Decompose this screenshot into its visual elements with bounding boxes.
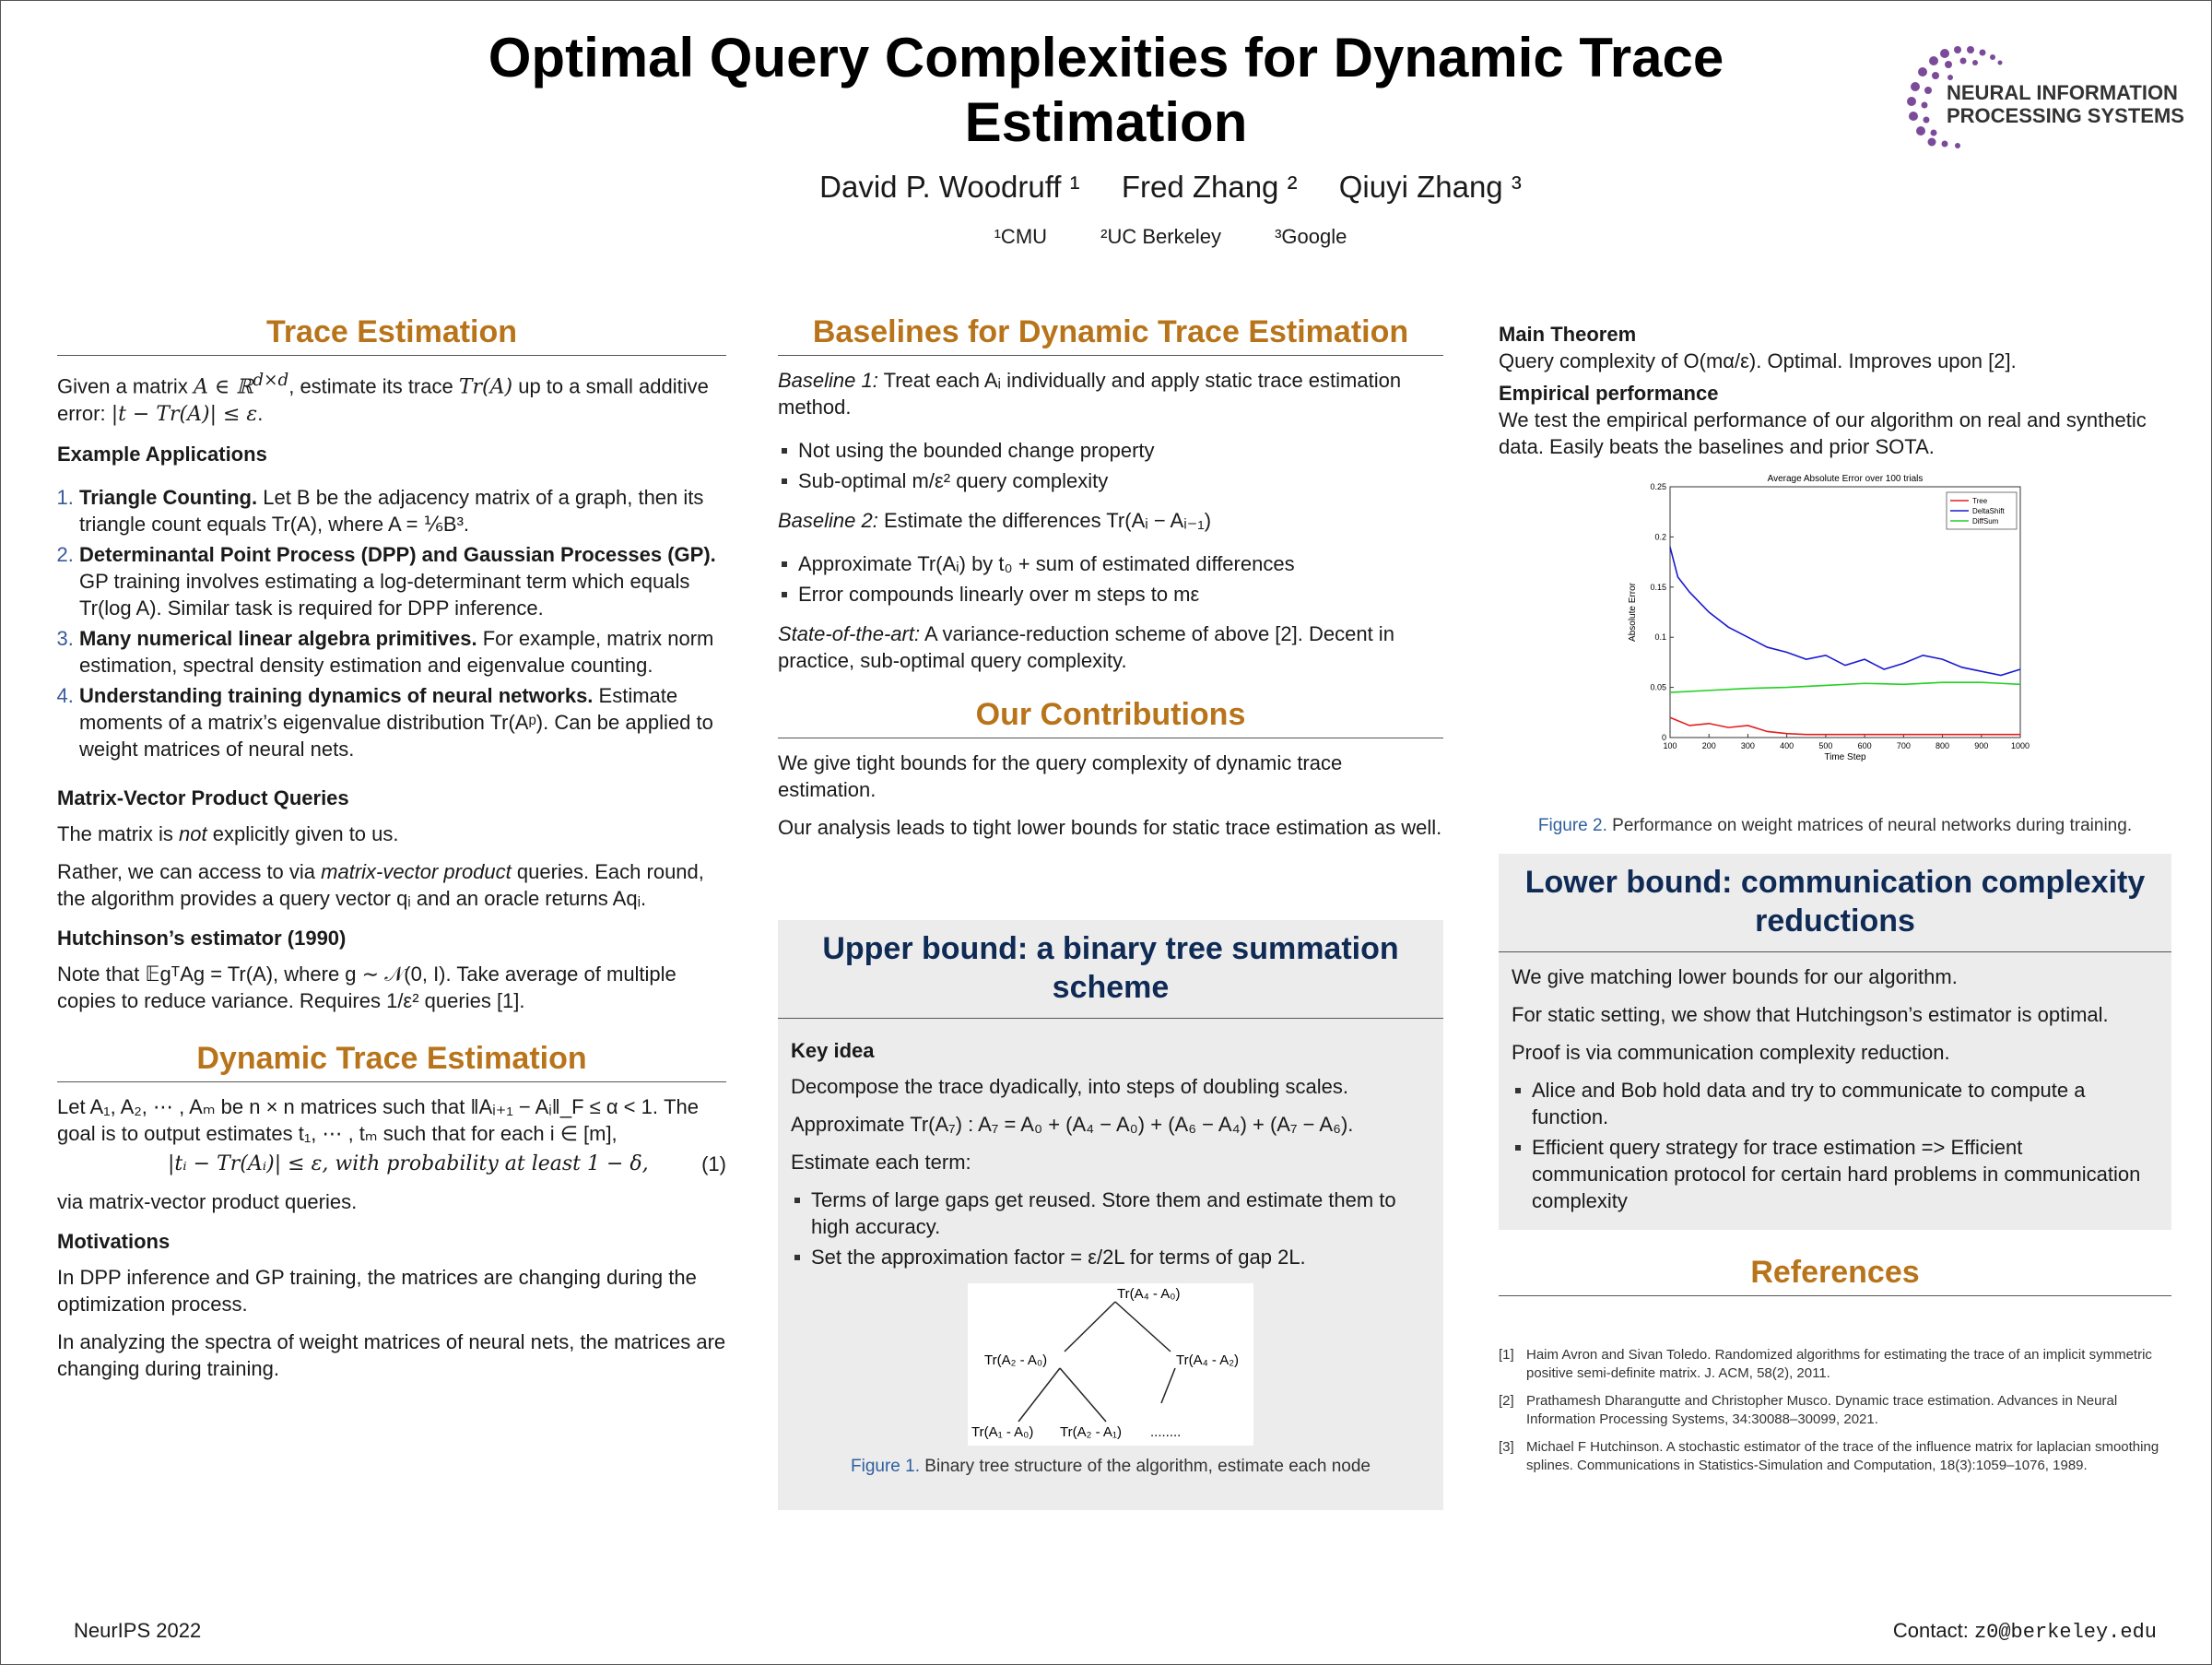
- bullet-list: [1512, 1077, 2159, 1214]
- list-item: Sub-optimal m/ε² query complexity: [798, 467, 1443, 494]
- section-title: Baselines for Dynamic Trace Estimation: [778, 319, 1443, 356]
- x-tick-label: 600: [1857, 741, 1872, 750]
- subheading: Hutchinson’s estimator (1990): [57, 927, 347, 951]
- x-tick-label: 500: [1818, 741, 1833, 750]
- section-title: Dynamic Trace Estimation: [57, 1045, 726, 1082]
- x-tick-label: 100: [1663, 741, 1677, 750]
- bullet-list: [778, 550, 1443, 608]
- list-item: Set the approximation factor = ε/2L for terms of gap 2L.: [811, 1244, 1430, 1270]
- subheading: Matrix-Vector Product Queries: [57, 786, 349, 810]
- paragraph: We give tight bounds for the query complexity of dynamic trace estimation.: [778, 751, 1343, 801]
- upper-bound-box: [778, 920, 1443, 1510]
- logo-text: NEURAL INFORMATION PROCESSING SYSTEMS: [1947, 81, 2184, 127]
- section-title: References: [1499, 1259, 2171, 1296]
- x-axis-label: Time Step: [1824, 752, 1866, 762]
- x-tick-label: 300: [1740, 741, 1755, 750]
- paragraph: Estimate each term:: [791, 1151, 971, 1174]
- author: Fred Zhang ²: [1121, 170, 1298, 204]
- subheading: Main Theorem: [1499, 323, 1637, 346]
- middle-column: [778, 314, 1443, 852]
- subheading: Motivations: [57, 1230, 171, 1254]
- error-line-chart: [1620, 468, 2030, 782]
- left-column: [57, 314, 726, 1393]
- list-item: 3. Many numerical linear algebra primitives. For example, matrix norm estimation, spectral density estimation and eigenvalue counting.: [79, 625, 726, 679]
- tree-node-dots: ........: [1150, 1424, 1182, 1440]
- y-tick-label: 0.25: [1650, 482, 1666, 491]
- list-item: Efficient query strategy for trace estimation => Efficient communication protocol for certain hard problems in communication complexity: [1532, 1134, 2159, 1214]
- trace-intro: Given a matrix A ∈ ℝ$^{d\times d}$, estimate its trace Tr(A) up to a small additive error: |t − Tr(A)| ≤ ε.: [57, 371, 709, 427]
- author-list: [553, 170, 1788, 205]
- affiliation: ³Google: [1275, 225, 1347, 248]
- list-item: Approximate Tr(Aᵢ) by t₀ + sum of estimated differences: [798, 550, 1443, 577]
- x-tick-label: 800: [1936, 741, 1950, 750]
- figure-caption: Figure 2. Performance on weight matrices of neural networks during training.: [1537, 816, 2133, 835]
- equation: |tᵢ − Tr(Aᵢ)| ≤ ε, with probability at least 1 − δ, (1): [168, 1152, 726, 1176]
- list-item: Alice and Bob hold data and try to communicate to compute a function.: [1532, 1077, 2159, 1130]
- tree-node-right: Tr(A₄ - A₂): [1176, 1352, 1240, 1368]
- bullet-list: [791, 1187, 1430, 1270]
- y-tick-label: 0.15: [1650, 582, 1666, 592]
- footer-venue: NeurIPS 2022: [74, 1619, 202, 1642]
- paragraph: State-of-the-art: A variance-reduction scheme of above [2]. Decent in practice, sub-optimal query complexity.: [778, 622, 1394, 672]
- reference-list: [1499, 1346, 2171, 1484]
- chart-title: Average Absolute Error over 100 trials: [1767, 474, 1924, 484]
- paragraph: Approximate Tr(A₇) : A₇ = A₀ + (A₄ − A₀) + (A₆ − A₄) + (A₇ − A₆).: [791, 1113, 1354, 1136]
- list-item: Terms of large gaps get reused. Store them and estimate them to high accuracy.: [811, 1187, 1430, 1240]
- x-tick-label: 700: [1896, 741, 1911, 750]
- section-title: Our Contributions: [778, 702, 1443, 738]
- subheading: Example Applications: [57, 443, 267, 466]
- affiliation: ¹CMU: [994, 225, 1048, 248]
- paragraph: Baseline 1: Treat each Aᵢ individually and apply static trace estimation method.: [778, 369, 1402, 419]
- y-tick-label: 0.2: [1654, 532, 1666, 542]
- reference-item: [2] Prathamesh Dharangutte and Christopher Musco. Dynamic trace estimation. Advances in Neural Information Processing Systems, 34:30088–30099, 2021.: [1499, 1393, 2118, 1427]
- paragraph: Baseline 2: Estimate the differences Tr(Aᵢ − Aᵢ₋₁): [778, 509, 1212, 532]
- right-column: [1499, 321, 2171, 471]
- x-tick-label: 1000: [2010, 741, 2030, 750]
- paragraph: In analyzing the spectra of weight matrices of neural nets, the matrices are changing during training.: [57, 1330, 726, 1381]
- x-tick-label: 400: [1780, 741, 1794, 750]
- list-item: 1. Triangle Counting. Let B be the adjacency matrix of a graph, then its triangle count equals Tr(A), where A = ⅙B³.: [79, 484, 726, 537]
- paragraph: In DPP inference and GP training, the matrices are changing during the optimization process.: [57, 1266, 697, 1317]
- poster-title: Optimal Query Complexities for Dynamic Trace Estimation: [488, 27, 1724, 153]
- legend-label: DiffSum: [1972, 517, 1999, 525]
- author: David P. Woodruff ¹: [819, 170, 1080, 204]
- list-item: Not using the bounded change property: [798, 437, 1443, 464]
- tree-node-root: Tr(A₄ - A₀): [1117, 1286, 1181, 1302]
- paragraph: via matrix-vector product queries.: [57, 1190, 358, 1214]
- author: Qiuyi Zhang ³: [1338, 170, 1522, 204]
- subheading: Key idea: [791, 1039, 875, 1062]
- reference-item: [1] Haim Avron and Sivan Toledo. Randomized algorithms for estimating the trace of an implicit symmetric positive semi-definite matrix. J. ACM, 58(2), 2011.: [1499, 1347, 2152, 1381]
- tree-node-leaf: Tr(A₁ - A₀): [971, 1424, 1034, 1440]
- paragraph: Proof is via communication complexity reduction.: [1512, 1041, 1950, 1064]
- y-tick-label: 0: [1661, 733, 1666, 742]
- x-tick-label: 200: [1701, 741, 1716, 750]
- references-header: [1499, 1255, 2171, 1296]
- x-tick-label: 900: [1974, 741, 1989, 750]
- paragraph: Decompose the trace dyadically, into steps of doubling scales.: [791, 1075, 1348, 1098]
- reference-item: [3] Michael F Hutchinson. A stochastic estimator of the trace of the influence matrix for laplacian smoothing splines. Communications in Statistics-Simulation and Computation, 18(3):1059–1076, 1989.: [1499, 1439, 2159, 1473]
- tree-node-leaf: Tr(A₂ - A₁): [1060, 1424, 1122, 1440]
- section-title: Trace Estimation: [57, 319, 726, 356]
- binary-tree-figure: [968, 1283, 1253, 1446]
- paragraph: For static setting, we show that Hutchingson’s estimator is optimal.: [1512, 1003, 2109, 1026]
- application-list: [57, 484, 726, 762]
- paragraph: We test the empirical performance of our algorithm on real and synthetic data. Easily beats the baselines and prior SOTA.: [1499, 408, 2147, 458]
- y-tick-label: 0.1: [1654, 632, 1666, 643]
- paragraph: Query complexity of O(mα/ε). Optimal. Improves upon [2].: [1499, 349, 2017, 372]
- subheading: Empirical performance: [1499, 382, 1719, 405]
- paragraph: Note that 𝔼gᵀAg = Tr(A), where g ∼ 𝒩(0, I). Take average of multiple copies to reduce variance. Requires 1/ε² queries [1].: [57, 962, 677, 1013]
- figure-caption: Figure 1. Binary tree structure of the algorithm, estimate each node: [851, 1457, 1371, 1476]
- list-item: 4. Understanding training dynamics of neural networks. Estimate moments of a matrix’s eigenvalue distribution Tr(Aᵖ). Can be applied to weight matrices of neural nets.: [79, 682, 726, 762]
- paragraph: Our analysis leads to tight lower bounds for static trace estimation as well.: [778, 816, 1442, 839]
- paragraph: We give matching lower bounds for our algorithm.: [1512, 965, 1958, 988]
- paragraph: Let A₁, A₂, ⋯ , Aₘ be n × n matrices such that ‖Aᵢ₊₁ − Aᵢ‖_F ≤ α < 1. The goal is to output estimates t₁, ⋯ , tₘ such that for each i ∈ [m],: [57, 1095, 699, 1146]
- affiliation: ²UC Berkeley: [1100, 225, 1221, 248]
- list-item: Error compounds linearly over m steps to mε: [798, 581, 1443, 608]
- box-title: Lower bound: communication complexity reductions: [1499, 854, 2171, 952]
- footer-contact: Contact: z0@berkeley.edu: [1892, 1619, 2157, 1644]
- affiliation-list: [553, 225, 1788, 249]
- list-item: 2. Determinantal Point Process (DPP) and Gaussian Processes (GP). GP training involves estimating a log-determinant term which equals Tr(log A). Similar task is required for DPP inference.: [79, 541, 726, 621]
- contact-email[interactable]: z0@berkeley.edu: [1973, 1621, 2157, 1644]
- paragraph: The matrix is not explicitly given to us.: [57, 822, 399, 846]
- y-axis-label: Absolute Error: [1628, 583, 1638, 642]
- legend-label: DeltaShift: [1972, 507, 2005, 515]
- box-title: Upper bound: a binary tree summation scheme: [778, 920, 1443, 1019]
- paragraph: Rather, we can access to via matrix-vector product queries. Each round, the algorithm provides a query vector qᵢ and an oracle returns Aqᵢ.: [57, 860, 704, 911]
- tree-node-left: Tr(A₂ - A₀): [984, 1352, 1048, 1368]
- y-tick-label: 0.05: [1650, 682, 1666, 692]
- bullet-list: [778, 437, 1443, 494]
- legend-label: Tree: [1972, 497, 1988, 505]
- lower-bound-box: [1499, 854, 2171, 1230]
